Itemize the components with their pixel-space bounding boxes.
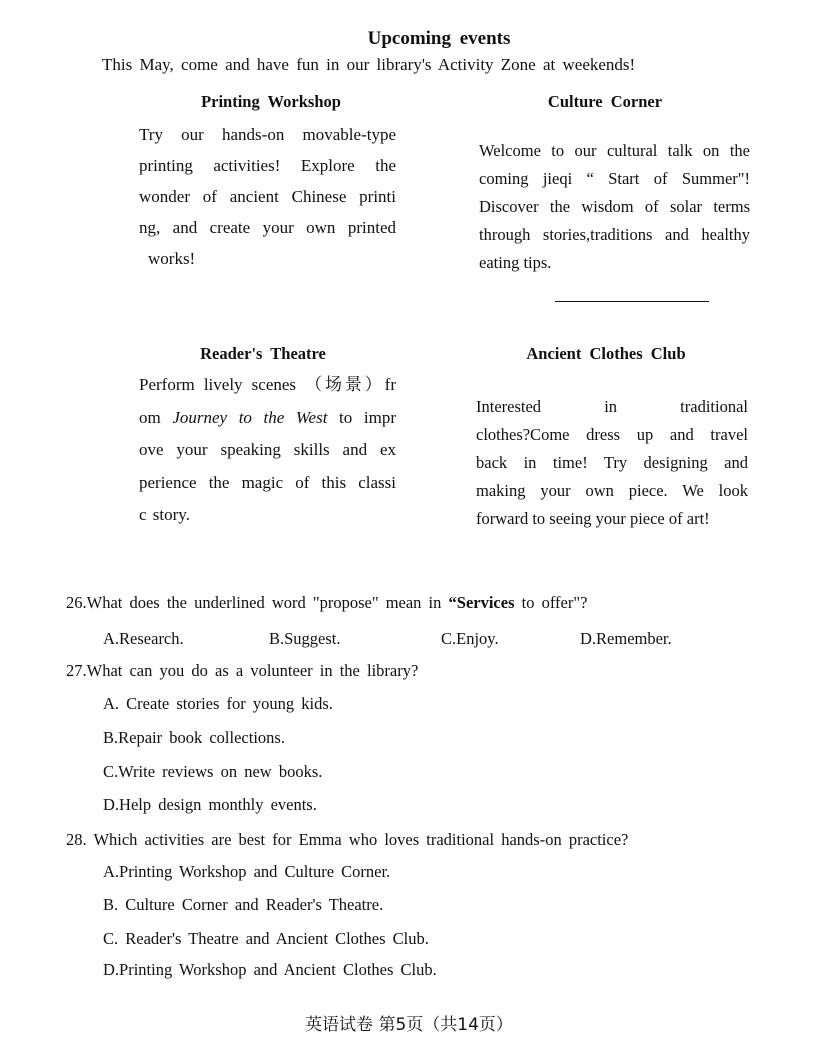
text-line: Try our hands-on movable-type	[139, 125, 396, 144]
text-line: works!	[148, 249, 196, 268]
printing-workshop-heading: Printing Workshop	[201, 92, 341, 111]
ancient-clothes-club-text	[476, 393, 748, 533]
question-28: 28. Which activities are best for Emma who loves traditional hands-on practice?	[66, 830, 629, 849]
readers-theatre-heading: Reader's Theatre	[200, 344, 326, 363]
text-line: Discover the wisdom of solar terms	[479, 197, 750, 216]
question-text: 26.What does the underlined word "propose" mean in	[66, 593, 449, 612]
readers-theatre-text	[139, 369, 396, 532]
question-bold-text: “Services	[448, 593, 515, 612]
text-line: making your own piece. We look	[476, 481, 748, 500]
text-line: ng, and create your own printed	[139, 218, 396, 237]
text-line: Perform lively scenes （场景）fr	[139, 375, 396, 394]
q26-option-a[interactable]: A.Research.	[103, 629, 184, 648]
q26-option-b[interactable]: B.Suggest.	[269, 629, 341, 648]
text-line: eating tips.	[479, 253, 552, 272]
q27-option-d[interactable]: D.Help design monthly events.	[103, 795, 317, 814]
q26-option-c[interactable]: C.Enjoy.	[441, 629, 499, 648]
text-line: printing activities! Explore the	[139, 156, 396, 175]
page-footer: 英语试卷 第5页（共14页）	[305, 1015, 513, 1035]
question-27: 27.What can you do as a volunteer in the library?	[66, 661, 419, 680]
question-text: to offer"?	[514, 593, 588, 612]
text-line	[139, 402, 396, 435]
ancient-clothes-club-heading: Ancient Clothes Club	[526, 344, 686, 363]
q28-option-b[interactable]: B. Culture Corner and Reader's Theatre.	[103, 895, 384, 914]
text-line: perience the magic of this classi	[139, 472, 396, 492]
q27-option-a[interactable]: A. Create stories for young kids.	[103, 694, 333, 713]
text-line: coming jieqi “ Start of Summer"!	[479, 169, 750, 188]
text-line: c story.	[139, 505, 190, 524]
culture-corner-text	[479, 137, 750, 277]
text-line: Welcome to our cultural talk on the	[479, 141, 750, 160]
q28-option-a[interactable]: A.Printing Workshop and Culture Corner.	[103, 862, 391, 881]
q27-option-b[interactable]: B.Repair book collections.	[103, 728, 285, 747]
text-fragment: om	[139, 407, 173, 427]
q27-option-c[interactable]: C.Write reviews on new books.	[103, 762, 323, 781]
text-line: ove your speaking skills and ex	[139, 440, 396, 459]
text-fragment: to impr	[327, 407, 396, 427]
q28-option-d[interactable]: D.Printing Workshop and Ancient Clothes Club.	[103, 960, 437, 979]
answer-blank-line	[555, 301, 709, 302]
printing-workshop-text	[139, 119, 396, 274]
text-line: wonder of ancient Chinese printi	[139, 187, 396, 206]
section-title: Upcoming events	[367, 28, 511, 49]
text-line: Interested in traditional	[476, 397, 748, 416]
intro-text: This May, come and have fun in our library's Activity Zone at weekends!	[102, 55, 636, 74]
text-line: through stories,traditions and healthy	[479, 225, 750, 244]
q26-option-d[interactable]: D.Remember.	[580, 629, 672, 648]
culture-corner-heading: Culture Corner	[547, 92, 663, 111]
text-line: back in time! Try designing and	[476, 453, 748, 472]
text-line: clothes?Come dress up and travel	[476, 425, 748, 444]
question-26	[66, 593, 587, 613]
book-title: Journey to the West	[172, 407, 328, 427]
text-line: forward to seeing your piece of art!	[476, 509, 710, 528]
q28-option-c[interactable]: C. Reader's Theatre and Ancient Clothes Club.	[103, 929, 429, 948]
